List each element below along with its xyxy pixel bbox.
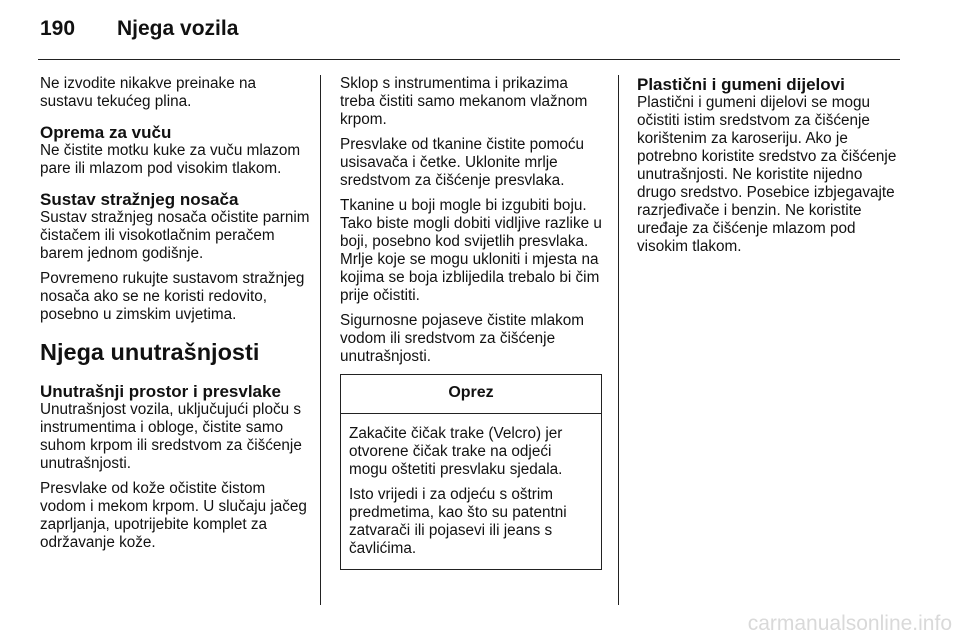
interior-paragraph-2: Presvlake od kože očistite čistom vodom i mekom krpom. U slučaju jačeg zaprljanja, upotrijebite komplet za održavanje kože. — [40, 480, 307, 551]
column-divider-1 — [320, 75, 321, 605]
intro-paragraph: Ne izvodite nikakve preinake na sustavu tekućeg plina. — [40, 75, 256, 110]
caution-box — [340, 374, 602, 570]
rear-carrier-heading: Sustav stražnjeg nosača — [40, 190, 239, 209]
fabric-paragraph: Presvlake od tkanine čistite pomoću usisavača i četke. Uklonite mrlje sredstvom za čišćenje presvlaka. — [340, 136, 585, 189]
page-title: Njega vozila — [117, 17, 239, 40]
rear-carrier-paragraph-2: Povremeno rukujte sustavom stražnjeg nosača ako se ne koristi redovito, posebno u zimskim uvjetima. — [40, 270, 305, 323]
towing-heading: Oprema za vuču — [40, 123, 172, 142]
caution-body — [341, 414, 601, 569]
header-divider — [38, 59, 900, 60]
plastic-rubber-heading: Plastični i gumeni dijelovi — [637, 75, 845, 94]
plastic-rubber-paragraph: Plastični i gumeni dijelovi se mogu očistiti istim sredstvom za čišćenje korištenim za karoseriju. Ako je potrebno koristite sredstvo za čišćenje unutrašnjosti. Ne koristite nijedno drugo sredstvo. Posebice izbjegavajte razrjeđivače i benzin. Ne koristite uređaje za čišćenje mlazom pod visokim tlakom. — [637, 94, 897, 255]
seatbelt-paragraph: Sigurnosne pojaseve čistite mlakom vodom ili sredstvom za čišćenje unutrašnjosti. — [340, 312, 585, 365]
interior-care-heading: Njega unutrašnjosti — [40, 339, 260, 365]
column-2 — [340, 75, 602, 570]
watermark: carmanualsonline.info — [747, 612, 952, 635]
column-3 — [637, 75, 902, 263]
caution-title: Oprez — [341, 375, 601, 414]
column-1 — [40, 75, 312, 559]
caution-paragraph-1: Zakačite čičak trake (Velcro) jer otvorene čičak trake na odjeći mogu oštetiti presvlaku sjedala. — [349, 425, 563, 478]
towing-paragraph: Ne čistite motku kuke za vuču mlazom pare ili mlazom pod visokim tlakom. — [40, 142, 301, 177]
colour-paragraph: Tkanine u boji mogle bi izgubiti boju. Tako biste mogli dobiti vidljive razlike u boji, posebno kod svijetlih presvlaka. Mrlje koje se mogu ukloniti i mjesta na kojima se boja izblijedila trebalo bi čim prije očistiti. — [340, 197, 602, 304]
caution-paragraph-2: Isto vrijedi i za odjeću s oštrim predmetima, kao što su patentni zatvarači ili pojasevi ili jeans s čavlićima. — [349, 486, 567, 557]
page-number: 190 — [40, 17, 76, 40]
instrument-paragraph: Sklop s instrumentima i prikazima treba čistiti samo mekanom vlažnom krpom. — [340, 75, 588, 128]
column-divider-2 — [618, 75, 619, 605]
interior-heading: Unutrašnji prostor i presvlake — [40, 382, 281, 401]
rear-carrier-paragraph-1: Sustav stražnjeg nosača očistite parnim čistačem ili visokotlačnim peračem barem jednom godišnje. — [40, 209, 310, 262]
interior-paragraph-1: Unutrašnjost vozila, uključujući ploču s instrumentima i obloge, čistite samo suhom krpom ili sredstvom za čišćenje unutrašnjosti. — [40, 401, 302, 472]
